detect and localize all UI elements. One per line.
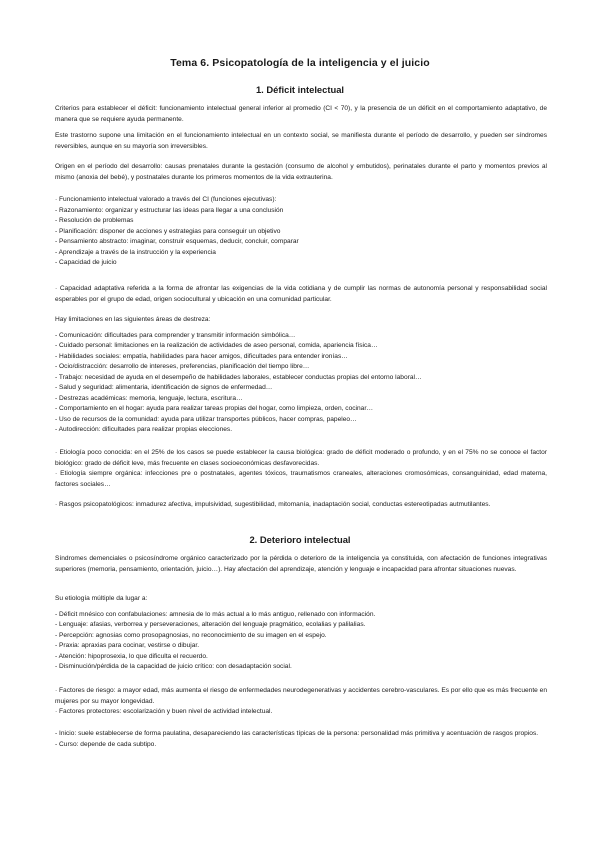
paragraph-text: · Etiología poco conocida: en el 25% de los casos se puede establecer la causa biológica: grado de déficit moderado o profundo, y en el 75% no se conoce el factor biológico: grado de déficit leve, más frecuente en clases socioeconómicas desfavorecidas. [55, 449, 547, 467]
list-item: - Percepción: agnosias como prosopagnosias, no reconocimiento de su imagen en el espejo. [55, 631, 327, 639]
list-intro: Su etiología múltiple da lugar a: [55, 595, 148, 602]
limits-list [55, 315, 547, 436]
list-item: - Uso de recursos de la comunidad: ayuda para utilizar transportes públicos, hacer compras, papeleo… [55, 415, 357, 423]
list-item: - Cuidado personal: limitaciones en la realización de actividades de aseo personal, comida, apariencia física… [55, 342, 378, 349]
list-item: - Razonamiento: organizar y estructurar las ideas para llegar a una conclusión [55, 206, 284, 214]
section-heading-deficit: 1. Déficit intelectual [255, 84, 345, 95]
paragraph-text: Origen en el período del desarrollo: causas prenatales durante la gestación (consumo de alcohol y embutidos), perinatales durante el parto y momentos previos al mismo (anoxia del bebé), y postnatales durante los primeros momentos de la vida extrauterina. [55, 163, 547, 181]
list-intro: · Funcionamiento intelectual valorado a través del CI (funciones ejecutivas): [55, 196, 277, 203]
factors-block [55, 686, 547, 718]
list-intro: Hay limitaciones en las siguientes áreas de destreza: [55, 316, 211, 323]
deficits-list [55, 594, 547, 673]
list-item: - Comportamiento en el hogar: ayuda para realizar tareas propias del hogar, como limpieza, orden, cocinar… [55, 405, 374, 412]
list-item: - Ocio/distracción: desarrollo de intereses, preferencias, planificación del tiempo libre… [55, 363, 310, 370]
paragraph-disorder [55, 131, 547, 152]
paragraph-text: Criterios para establecer el déficit: funcionamiento intelectual general inferior al promedio (CI < 70), y la presencia de un déficit en el comportamiento adaptativo, de manera que se requiere ayuda permanente. [55, 105, 547, 123]
list-item: - Comunicación: dificultades para comprender y transmitir información simbólica… [55, 331, 296, 339]
ci-list [55, 195, 547, 269]
paragraph-origin [55, 162, 547, 183]
paragraph-text: - Inicio: suele establecerse de forma paulatina, desapareciendo las características típicas de la persona: personalidad más primitiva y acentuación de rasgos propios. [55, 730, 539, 737]
list-item: - Déficit mnésico con confabulaciones: amnesia de lo más actual a lo más antiguo, rellenado con información. [55, 610, 376, 618]
paragraph-traits [55, 500, 547, 511]
list-item: - Pensamiento abstracto: imaginar, construir esquemas, deducir, concluir, comparar [55, 238, 299, 245]
paragraph-text: · Capacidad adaptativa referida a la forma de afrontar las exigencias de la vida cotidiana y de cumplir las normas de autonomía personal y responsabilidad social esperables por el grupo de edad, origen sociocultural y ubicación en una comunidad particular. [55, 285, 547, 303]
paragraph-text: Este trastorno supone una limitación en el funcionamiento intelectual en un contexto social, se manifiesta durante el período de desarrollo, y pueden ser síndromes reversibles, aunque en su mayoría son irreversibles. [55, 132, 547, 150]
list-item: - Praxia: apraxias para cocinar, vestirse o dibujar. [55, 642, 200, 649]
list-item: - Lenguaje: afasias, verborrea y perseveraciones, alteración del lenguaje pragmático, ecolalias y palilalias. [55, 621, 366, 628]
list-item: - Disminución/pérdida de la capacidad de juicio crítico: con desadaptación social. [55, 663, 292, 670]
list-item: - Planificación: disponer de acciones y estrategias para conseguir un objetivo [55, 227, 281, 235]
list-item: - Resolución de problemas [55, 217, 134, 224]
list-item: - Capacidad de juicio [55, 259, 117, 266]
document-title: Tema 6. Psicopatología de la inteligencia y el juicio [170, 57, 430, 69]
paragraph-text: · Factores protectores: escolarización y buen nivel de actividad intelectual. [55, 708, 273, 715]
list-item: - Habilidades sociales: empatía, habilidades para hacer amigos, dificultades para entender ironías… [55, 352, 348, 360]
paragraph-adaptive [55, 284, 547, 305]
paragraph-text: Síndromes demenciales o psicosíndrome orgánico caracterizado por la pérdida o deterioro de la inteligencia ya constituida, con afectación de funciones integrativas superiores (memoria, pensamiento, orientación, juicio…). Hay afectación del aprendizaje, atención y lenguaje e incapacidad para afrontar situaciones nuevas. [55, 555, 547, 573]
list-item: - Trabajo: necesidad de ayuda en el desempeño de habilidades laborales, establecer conductas propias del entorno laboral… [55, 373, 422, 381]
paragraph-criteria [55, 104, 547, 125]
etiology-block [55, 448, 547, 490]
paragraph-text: - Curso: depende de cada subtipo. [55, 740, 157, 748]
section-heading-deterioro: 2. Deterioro intelectual [249, 534, 351, 545]
list-item: - Salud y seguridad: alimentaria, identificación de signos de enfermedad… [55, 384, 273, 391]
list-item: - Aprendizaje a través de la instrucción y la experiencia [55, 248, 216, 256]
list-item: - Destrezas académicas: memoria, lenguaje, lectura, escritura… [55, 394, 243, 402]
paragraph-text: · Factores de riesgo: a mayor edad, más aumenta el riesgo de enfermedades neurodegenerativas y accidentes cerebro-vasculares. Es por ello que es más frecuente en mujeres por su mayor longevidad. [55, 687, 547, 705]
paragraph-dementia [55, 554, 547, 575]
list-item: - Autodirección: dificultades para realizar propias elecciones. [55, 426, 233, 433]
list-item: - Atención: hipoprosexia, lo que dificulta el recuerdo. [55, 652, 208, 660]
paragraph-text: · Etiología siempre orgánica: infecciones pre o postnatales, agentes tóxicos, traumatismos craneales, alteraciones cromosómicas, consanguinidad, edad materna, factores sociales… [55, 470, 547, 488]
course-block [55, 729, 547, 750]
paragraph-text: · Rasgos psicopatológicos: inmadurez afectiva, impulsividad, sugestibilidad, mitomanía, inadaptación social, conductas estereotipadas autmutilantes. [55, 501, 491, 508]
